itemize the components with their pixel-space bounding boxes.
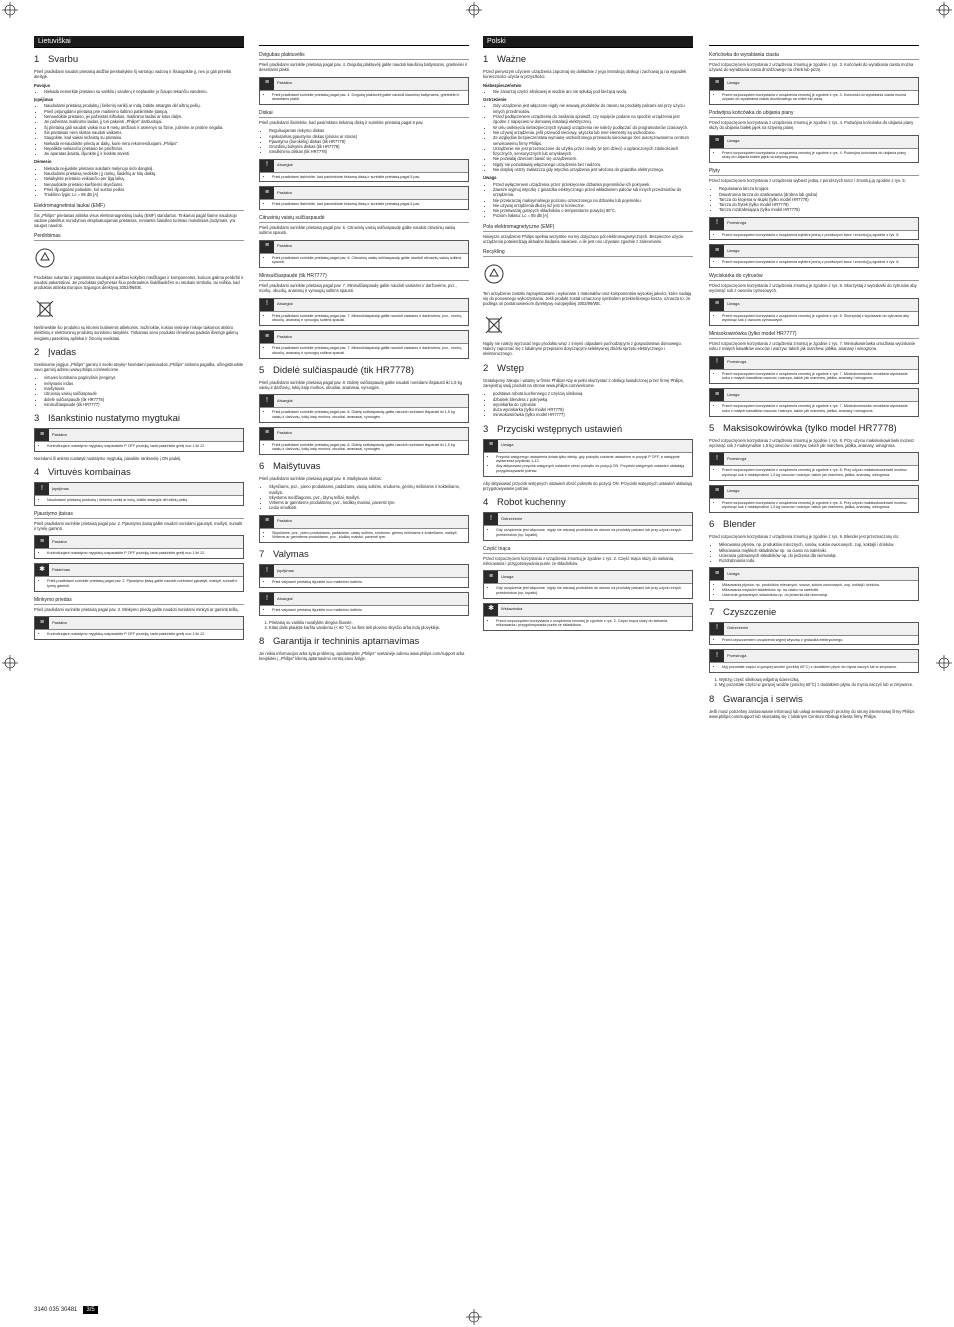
section-heading: 4 Virtuvės kombainas (34, 467, 131, 479)
paragraph: Prieš pradėdami surinkite prietaisą pagal pav. 2. Pjaustymo įtaisą galite naudoti norėdami pjaustyti, maišyti, sumalti ir tyrelę gaminti. (34, 520, 243, 532)
caution-icon: ≡ (710, 299, 724, 311)
caution-icon: ≡ (710, 78, 724, 90)
caution-icon: ! (260, 395, 274, 407)
paragraph: Jeśli musz potrzebny zastosowanie informacji lub usługi serwisowych prosimy do strony internetowej firmy Philips www.philips.com/support lub skontaktuj się z lokalnym Centrum Obsługi Klienta firmy Philips. (709, 708, 915, 719)
paragraph: Gratulujemy zakupu i witamy w firmie Philips! Aby w pełni skorzystać z obsługi świadczonej przez firmę Philips, zarejestruj swój produkt na stronie www.philips.com/welcome. (483, 377, 684, 388)
page-number: 3/5 (83, 1306, 97, 1314)
note-icon: ≡ (260, 428, 274, 440)
crop-mark-icon (466, 1309, 482, 1325)
note-icon: ≡ (35, 536, 49, 548)
danger-box: ! Ostrzeżenie • Przed czyszczeniem urządzenia wyjmij wtyczkę z gniazdka elektrycznego. (709, 622, 919, 646)
caution-box: ! Atsargiai • Prieš valydami prietaisą išjunkite nuo maitinimo šaltinio. (259, 592, 469, 616)
subsection-heading: Minisulčiaspaudė (tik HR7777) (259, 273, 469, 281)
warning-icon: ! (710, 357, 724, 369)
top-rule (709, 36, 919, 46)
paragraph: Neišmeskite šio produkto su kitomis buitinėmis atliekomis. Sužinokite, kokios vietinėje rinkoje taikomos atskiro elektrinių ir elektroninių produktų surinkimo taisyklės. Tinkamas seno produkto išmetimas padeda išvengti galimų neigiamų pasekmių aplinkai ir žmonių sveikatai. (34, 324, 238, 341)
caution-icon: ≡ (710, 136, 724, 148)
bullet-list: • virtuvės kombaino pagrindinis įrenginys • mėlynasis indas • maišytuvas • citrusinių vaisių sulčiaspaudė • didelė sulčiaspaudė (tik HR7778) • minisulčiaspaudė (tik HR7777) (34, 375, 244, 407)
bullet-list: • Gdy urządzenie jest włączone nigdy nie wsuwaj produktów do otworu na produkty palcami ani przy użyciu innych przedmiotów. • Przed podłączeniem urządzenia do zasilania sprawdź, czy napięcie podane na spodzie urządzenia jest zgodne z napięciem w domowej instalacji elektrycznej. • W celu uniknięcia niebezpiecznych sytuacji urządzenia nie należy podłączać do programatorów czasowych. • Nie używaj urządzenia, jeśli przewód sieciowy, wtyczka lub inne elementy są uszkodzone. • Ze względów bezpieczeństwa wymianę uszkodzonego przewodu sieciowego zleć autoryzowanemu centrum serwisowemu firmy Philips. • Urządzenie nie jest przeznaczone do użytku przez osoby (w tym dzieci) o ograniczonych zdolnościach fizycznych, sensorycznych lub umysłowych. • Nie pozwalaj dzieciom bawić się urządzeniem. • Nigdy nie pozostawiaj włączonego urządzenia bez nadzoru. • Nie dotykaj ostrzy zwłaszcza gdy wtyczka urządzenia jest włożona do gniazdka elektrycznego. (483, 103, 693, 172)
caution-box: ≡ Uwaga • Miksowania płynów, np. produktów mlecznych, sosów, soków owocowych, zup, koktajli i drinków. • Miksowania miękkich składników np. na ciasto na naleśniki. • Ucierania gotowanych składników np. do jedzenia dla niemowląt. (709, 567, 919, 600)
paragraph: Przed pierwszym użyciem urządzenia zapoznaj się dokładnie z jego instrukcją obsługi i zachowaj ją na wypadek konieczności użycia w przyszłości. (483, 69, 687, 80)
section-heading: 3 Išankstinio nustatymo mygtukai (34, 413, 181, 425)
bullet-list: • Reguliuojamas riekymo diskas • Apskutamas pjaustymo diskas (plonas ar storas) • Pjaustymo (burokėlių) diskas (tik HR7778) • Grūzdinių bulvytės diskas (tik HR7778) • Smulkinimo diskas (tik HR7778) (259, 128, 469, 154)
section-heading: 2 Įvadas (34, 346, 76, 358)
subsection-heading: Płyty (709, 168, 919, 176)
note-box: ≡ Pastaba • Prieš pradėdami surinkite prietaisą pagal pav. 8. Didelę sulčiaspaudę galite naudoti norėdami išspausti iki 1,5 kg vaisių ir daržovių, tokių kaip morkos, obuoliai, ananasai, vynuogės. (259, 427, 469, 455)
note-box: ≡ Pastaba • Kontroliuojant nustatymo mygtuką nuspauskite P OFF poziciją, tada pasirinkite greitį nuo 1 iki 12. (34, 616, 244, 640)
crop-mark-icon (466, 2, 482, 18)
column-lithuanian-1 (34, 36, 244, 644)
note-box: ≡ Pastaba • Skysčiams, pvz., pieno produktams, padažams, vaisių sultims, sriuboms, gėrimų mišiniams ir kokteiliams, maišyti. • Virtiems ar garintiems produktams, pvz., kūdikių maistui, paversti tyre. (259, 515, 469, 543)
language-tab: Polski (483, 36, 693, 48)
subheading: Ostrzeżenie (483, 97, 507, 103)
column-lithuanian-2 (259, 36, 469, 665)
warning-icon: ! (35, 483, 49, 495)
caution-box: ≡ Uwaga • Przycisk wstępnego ustawienia działa tylko wtedy, gdy pokrętło zostanie ustawione w pozycji P OFF, a następnie wybierzesz prędkość 1-12. • Aby aktywować przycisk wstępnych ustawień obróć pokrętło do pozycji ON. Przyciski wstępnych ustawień ułatwiają przygotowywanie potraw. (483, 439, 693, 477)
subsection-heading: Końcówka do wyrabiania ciasta (709, 52, 919, 60)
section-heading: 8 Gwarancja i serwis (709, 693, 803, 705)
paragraph: Produktas sukurtas ir pagamintas naudojant aukštos kokybės medžiagas ir komponentus, kuriuos galima perdirbti ir naudoti pakartotinai. Jei produktas pažymėtas šiuo perbrauktos šiukšliadėžės su ratukais simboliu, tai reiškia, kad produktas atitinka Europos Sąjungos direktyvą 2002/96/EB. (34, 274, 244, 291)
caution-box: ! Atsargiai • Prieš pradėdami surinkite prietaisą pagal pav. 7. Minisulčiaspaudę galite naudoti vaisiams ir daržovėms, pvz., morkų, obuolių, ananasų ir vynuogių sultims spausti. (259, 298, 469, 326)
warning-box: ! Įspėjimas • Naudodami prietaisą produktų į šešerinį variklį ar indą, būkite atsargūs dėl aštrių peilių. (34, 482, 244, 506)
paragraph: Niniejsze urządzenie Philips spełnia wszystkie normy dotyczące pól elektromagnetycznych. Bezpieczne użycie urządzenia potwierdzają aktualne badania naukowe, o ile jest ono używane zgodnie z zaleceniami. (483, 233, 684, 245)
subsection-heading: Dvigubas plaktuvėlis (259, 52, 469, 60)
warning-box: ! Przestroga • Przed rozpoczęciem korzystania z urządzenia zmontuj je zgodnie z rys. 7. Minisokowirówka umożliwia wyciskanie soku z małych kawałków owoców i warzyw, takich jak marchew, jabłka, ananasy i winogrona. (709, 356, 919, 384)
footer (34, 1306, 98, 1314)
caution-icon: ! (260, 299, 274, 311)
caution-icon: ≡ (484, 440, 498, 452)
subsection-heading: Citrusinių vaisių sulčiaspaudė (259, 215, 469, 223)
column-polish-1 (483, 36, 693, 635)
bullet-list: • Miksowania płynów, np. produktów mlecznych, sosów, soków owocowych, zup, koktajli i drinków. • Miksowania miękkich składników np. na ciasto na naleśniki. • Ucierania gotowanych składników np. do jedzenia dla niemowląt. • Rozdrabniania lodu. (709, 542, 919, 563)
paragraph: Prieš pradėdami naudoti prietaisą atidžiai perskaitykite šį vartotojo vadovą ir išsaugokite jį, nes jo gali prireikti ateityje. (34, 69, 232, 80)
caution-icon: ≡ (710, 568, 724, 580)
recycle-icon (34, 247, 56, 269)
bullet-list: • Regulowana tarcza krojąca • Dwustronna tarcza do szatkowania (drobna lub gruba) • Tarcza do krojenia w słupki (tylko model HR7778) • Tarcza do frytek (tylko model HR7778) • Tarcza rozdrabniająca (tylko model HR7778) (709, 186, 919, 212)
caution-box: ≡ Uwaga • Przed rozpoczęciem korzystania z urządzenia zmontuj je zgodnie z rys. 3. Końcówki do wyrabiania ciasta można używać do wyrabiania ciasta drożdżowego na chleb lub pizzę. (709, 77, 919, 105)
bullet-list: • Przed wyłączeniem urządzenia przez przekręcenie dzbanka pojemników ich pokrywek. • Zawsze wyjmuj wtyczkę z gniazdka elektrycznego przed wkładaniem palców lub innych przedmiotów do urządzenia. • Nie przekraczaj maksymalnego poziomu oznaczonego na dzbanku lub pojemniku. • Nie używaj urządzenia dłużej niż jest to konieczne. • Nie przetwarzaj gorących składników o temperaturze powyżej 80°C. • Poziom hałasu: Lc = 85 dB [A] (483, 182, 693, 219)
caution-icon: ≡ (710, 486, 724, 498)
tip-box: ✱ Patarimas • Prieš pradėdami surinkite prietaisą pagal pav. 2. Pjaustymo įtaisą galite naudoti norėdami pjaustyti, maišyti, sumalti ir tyrelę gaminti. (34, 563, 244, 591)
subheading: Pavojus (34, 82, 51, 88)
note-box: ≡ Pastaba • Prieš pradėdami išsirinkite, kad pasirinktute tinkamą diską ir surinkite prietaisą pagal 5 pav. (259, 186, 469, 210)
crop-mark-icon (936, 655, 952, 671)
paragraph: Przed rozpoczęciem korzystania z urządzenia zmontuj je zgodnie z rys. 4. Podwójna końcówka do ubijania piany służy do ubijania białek jajek na sztywną pianę. (709, 120, 914, 131)
paragraph: Nigdy nie należy wyrzucać tego produktu wraz z innymi odpadami pochodzącymi z gospodarstwa domowego. Należy zapoznać się z lokalnymi przepisami dotyczącymi selektywnej zbiórki sprzętu elektrycznego i elektronicznego. (483, 340, 682, 357)
crossed-bin-icon (34, 298, 56, 320)
section-heading: 1 Svarbu (34, 54, 79, 65)
note-icon: ≡ (35, 617, 49, 629)
caution-box: ≡ Uwaga • Przed rozpoczęciem korzystania z urządzenia zmontuj je zgodnie z rys. 6. Skorzystaj z wyciskarki do cytrusów aby wycisnąć sok z owoców cytrusowych. (709, 298, 919, 326)
crop-mark-icon (936, 2, 952, 18)
section-heading: 5 Maksisokowirówka (tylko model HR7778) (709, 422, 897, 434)
section-heading: 3 Przyciski wstępnych ustawień (483, 423, 623, 435)
bullet-list: • Niekada nemerkite prietaiso su varikliu į vandenį ir neplaukite jo čiaupo tekančiu vandeniu. (34, 89, 244, 94)
subsection-heading: Wyciskarka do cytrusów (709, 273, 919, 281)
warning-icon: ! (710, 623, 724, 635)
caution-box: ≡ Uwaga • Przed rozpoczęciem korzystania z urządzenia wybierz jedną z poniższych tarcz i zmontuj ją zgodnie z rys. 5: (709, 244, 919, 268)
section-heading: 7 Valymas (259, 549, 309, 561)
note-icon: ≡ (35, 429, 49, 441)
paragraph: Prieš pradėdami surinkite prietaisą pagal pav. 8. Didelę sulčiaspaudę galite naudoti norėdami išspausti iki 1,5 kg vaisių ir daržovių, tokių kaip morkos, obuoliai, ananasai, vynuogės. (259, 379, 462, 390)
section-heading: 6 Maišytuvas (259, 461, 321, 472)
column-polish-2 (709, 36, 919, 722)
warning-box: ! Įspėjimas • Prieš valydami prietaisą išjunkite nuo maitinimo šaltinio. (259, 564, 469, 588)
note-icon: ≡ (260, 187, 274, 199)
subsection-heading: Podwójna końcówka do ubijania piany (709, 110, 919, 118)
warning-icon: ! (710, 218, 724, 230)
subsection-heading: Część tnąca (483, 546, 693, 554)
paragraph: Prieš pradėdami surinkite prietaisą pagal pav. 6. Citrusinių vaisių sulčiaspaudę galite naudoti citrusinių vaisių sultims spausti. (259, 225, 456, 236)
paragraph: Aby aktywować przycisk wstępnych ustawień obróć pokrętło do pozycji ON. Przyciski wstępnych ustawień ułatwiają przygotowywanie potraw. (483, 480, 692, 491)
paragraph: Norėdami iš anksto nustatyti nustatymo mygtuką, pasukite rankenėlę į ON padėtį. (34, 455, 182, 461)
note-box: ≡ Pastaba • Prieš pradėdami surinkite prietaisą pagal pav. 7. Minisulčiaspaudę galite naudoti vaisiams ir daržovėms, pvz., morkų, obuolių, ananasų ir vynuogių sultims spausti. (259, 330, 469, 358)
note-icon: ≡ (260, 241, 274, 253)
caution-box: ≡ Uwaga • Przed rozpoczęciem korzystania z urządzenia zmontuj je zgodnie z rys. 7. Minisokowirówka umożliwia wyciskanie soku z małych kawałków owoców i warzyw, takich jak marchew, jabłka, ananasy i winogrona. (709, 388, 919, 416)
warning-box: ! Przestroga • Myj pozostałe części w gorącej wodzie (poniżej 60°C) z dodatkiem płynu do mycia naczyń lub w zmywarce. (709, 649, 919, 673)
caution-box: ! Atsargiai • Prieš pradėdami surinkite prietaisą pagal pav. 8. Didelę sulčiaspaudę galite naudoti norėdami išspausti iki 1,5 kg vaisių ir daržovių, tokių kaip morkos, obuoliai, ananasai, vynuogės. (259, 394, 469, 422)
paragraph: Przed rozpoczęciem korzystania z urządzenia zmontuj je zgodnie z rys. 7. Minisokowirówka umożliwia wyciskanie soku z małych kawałków owoców i warzyw, takich jak marchew, jabłka, ananasy i winogrona. (709, 341, 916, 352)
note-box: ≡ Pastaba • Prieš pradėdami surinkite prietaisą pagal pav. 6. Citrusinių vaisių sulčiaspaudę galite naudoti citrusinių vaisių sultims spausti. (259, 240, 469, 268)
bullet-list: • Nie zanurzaj części silnikowej w wodzie ani nie spłukuj pod bieżącą wodą. (483, 89, 693, 94)
warning-icon: ! (710, 453, 724, 465)
paragraph: Šis „Philips“ prietaisas atitinka visus elektromagnetinių laukų (EMF) standartus. Tinkamai pagal šiame naudotojo vadove pateiktus nurodymus eksploatuojamas prietaisas, remiantis šiandien turimais moksliniais įrodymais, yra saugus naudoti. (34, 212, 237, 229)
section-heading: 5 Didelė sulčiaspaudė (tik HR7778) (259, 364, 414, 376)
subheading: Įspėjimas (34, 97, 54, 103)
paragraph: Prieš pradėdami surinkite prietaisą pagal pav. 3. Minkymo priedą galite naudoti norėdami minkyti ar gaminti tešlą. (34, 606, 239, 612)
caution-box: ≡ Uwaga • Gdy urządzenie jest włączone, nigdy nie wsuwaj produktów do otworu na produkty palcami lub przy użyciu innych przedmiotów (np. łopatki). (483, 570, 693, 598)
section-heading: 4 Robot kuchenny (483, 497, 566, 509)
section-heading: 8 Garantija ir techninis aptarnavimas (259, 636, 420, 648)
warning-box: ! Przestroga • Przed rozpoczęciem korzystania z urządzenia zmontuj je zgodnie z rys. 8. Przy użyciu maksisokowirówki możesz wycisnąć sok z maksymalnie 1,5 kg owoców i warzyw, takich jak marchew, jabłka, ananasy, winogrona. (709, 452, 919, 480)
caution-box: ≡ Uwaga • Przed rozpoczęciem korzystania z urządzenia zmontuj je zgodnie z rys. 4. Podwójna końcówka do ubijania piany służy do ubijania białek jajek na sztywną pianę. (709, 135, 919, 163)
caution-icon: ≡ (484, 571, 498, 583)
note-box: ≡ Pastaba • Kontroliuojant nustatymo mygtuką nuspauskite P OFF poziciją, tada pasirinkite greitį nuo 1 iki 12. (34, 535, 244, 559)
subsection-heading: Perdirbimas (34, 233, 244, 241)
tip-icon: ✱ (484, 604, 498, 616)
subheading: Niebezpieczeństwo (483, 82, 522, 88)
note-icon: ≡ (260, 331, 274, 343)
warning-icon: ! (260, 565, 274, 577)
warning-icon: ! (484, 513, 498, 525)
subsection-heading: Minisokowirówka (tylko model HR7777) (709, 331, 919, 339)
warning-icon: ! (710, 650, 724, 662)
paragraph: Ten urządzenie zostało zaprojektowane i wykonane z materiałów oraz komponentów wysokiej jakości, które nadają się do ponownego wykorzystania. Jeśli produkt został oznaczony symbolem przekreślonego kosza, oznacza to, że podlega on postanowieniom dyrektywy europejskiej 2002/96/WE. (483, 290, 692, 307)
caution-icon: ! (260, 160, 274, 172)
caution-icon: ! (260, 593, 274, 605)
crop-mark-icon (2, 2, 18, 18)
tip-icon: ✱ (35, 564, 49, 576)
paragraph: Przed rozpoczęciem korzystania z urządzenia zmontuj je zgodnie z rys. 9. Blender jest przeznaczony do: (709, 534, 899, 539)
crop-mark-icon (2, 655, 18, 671)
numbered-list: 1. Wytrzyj część silnikową wilgotną ściereczką. 2. Myj pozostałe części w gorącej wodzie (poniżej 60°C) z dodatkiem płynu do mycia naczyń lub w zmywarce. (709, 677, 919, 688)
paragraph: Jei reikia informacijos arba kyla problemų, apsilankykite „Philips“ svetainėje adresu www.philips.com/support arba kreipkitės į „Philips“ klientų aptarnavimo centrą savo šalyje. (259, 651, 465, 662)
subheading: Dėmesio (34, 159, 52, 165)
note-box: ≡ Pastaba • Prieš pradėdami surinkite prietaisą pagal pav. 4. Dvigubą plaktuvėlį galite naudoti kiaušinių baltymams, grietinėlei ir desertams plakti. (259, 77, 469, 105)
warning-box: ! Ostrzeżenie • Gdy urządzenie jest włączone, nigdy nie wsuwaj produktów do otworu na produkty palcami lub przy użyciu innych przedmiotów (np. łopatki). (483, 512, 693, 540)
caution-box: ≡ Uwaga • Przed rozpoczęciem korzystania z urządzenia zmontuj je zgodnie z rys. 8. Przy użyciu maksisokowirówki możesz wycisnąć sok z maksymalnie 1,5 kg owoców i warzyw, takich jak marchew, jabłka, ananasy, winogrona. (709, 485, 919, 513)
subsection-heading: Minkymo priedas (34, 597, 244, 605)
section-heading: 7 Czyszczenie (709, 606, 777, 618)
caution-icon: ≡ (710, 389, 724, 401)
warning-box: ! Przestroga • Przed rozpoczęciem korzystania z urządzenia wybierz jedną z poniższych tarcz i zmontuj ją zgodnie z rys. 5: (709, 217, 919, 241)
paragraph: Przed rozpoczęciem korzystania z urządzenia zmontuj je zgodnie z rys. 6. Skorzystaj z wyciskarki do cytrusów aby wycisnąć sok z owoców cytrusowych. (709, 283, 917, 294)
subsection-heading: Recykling (483, 249, 693, 257)
language-tab: Lietuviškai (34, 36, 244, 48)
paragraph: Prieš pradėdami surinkite prietaisą pagal pav. 7. Minisulčiaspaudę galite naudoti vaisiams ir daržovėms, pvz., morkų, obuolių, ananasų ir vynuogių sultims spausti. (259, 283, 457, 294)
paragraph: Prieš pradėdami išsirinkite, kad pasirinktute tinkamą diską ir surinkite prietaisą pagal 5 pav. (259, 120, 424, 125)
subsection-heading: Elektromagnetiniai laukai (EMF) (34, 203, 244, 211)
paragraph: Sveikiname įsigijus „Philips“ gaminį ir sveiki atvykę! Norėdami pasinaudoti „Philips“ siūloma pagalba, užregistruokite savo gaminį adresu www.philips.com/welcome. (34, 361, 244, 373)
bullet-list: • Skysčiams, pvz., pieno produktams, padažams, vaisių sultims, sriuboms, gėrimų mišiniams ir kokteiliams, maišyti. • Skystoms medžiagoms, pvz., blynų tešlai, maišyti. • Virtiems ar garintiems produktams, pvz., kūdikių maistui, paversti tyre. • Ledui smulkinti. (259, 484, 469, 510)
paragraph: Prieš pradėdami surinkite prietaisą pagal pav. 4. Dvigubą plaktuvėlį galite naudoti kiaušinių baltymams, grietinėlei ir desertams plakti. (259, 62, 468, 73)
paragraph: Przed rozpoczęciem korzystania z urządzenia zmontuj je zgodnie z rys. 8. Przy użyciu maksisokowirówki możesz wycisnąć sok z maksymalnie 1,5 kg owoców i warzyw, takich jak marchew, jabłka, ananasy, winogrona. (709, 437, 915, 448)
tip-box: ✱ Wskazówka • Przed rozpoczęciem korzystania z urządzenia zmontuj je zgodnie z rys. 2. Część tnąca służy do siekania, miksowania i przygotowywania purée ze składników. (483, 603, 693, 631)
document-code: 3140 035 30481 (34, 1307, 78, 1313)
subsection-heading: Pjaustymo įtaisas (34, 511, 244, 519)
section-heading: 6 Blender (709, 519, 756, 530)
subsection-heading: Diskai (259, 110, 469, 118)
bullet-list: • Naudodami prietaisą produktų į šešerinį variklį ar indą, būkite atsargūs dėl aštrių peilių. • Prieš prijungdami prietaisą prie maitinimo šaltinio patikrinkite įtampą. • Nenaudokite prietaiso, jei pažeistas kištukas, maitinimo laidas ar kitos dalys. • Jei pažeistas maitinimo laidas, jį turi pakeisti „Philips“ darbuotojai. • Šį prietaisą gali naudoti vaikai nuo 8 metų amžiaus ir asmenys su fizine, jutimine ar protine negalia. • Šis prietaisas nėra skirtas naudoti vaikams. • Saugokite, kad vaikai nežaistų su prietaisu. • Niekada nenaudokite priedų ar dalių, kurie nėra rekomenduojami „Philips“. • Nepalikite veikiančio prietaiso be priežiūros. • Jei aparatas įkaista, išjunkite jį ir leiskite atvėsti. (34, 103, 244, 156)
paragraph: Przed rozpoczęciem korzystania z urządzenia zmontuj je zgodnie z rys. 2. Część tnąca służy do siekania, miksowania i przygotowywania purée ze składników. (483, 555, 675, 566)
note-icon: ≡ (260, 78, 274, 90)
subsection-heading: Pola elektromagnetyczne (EMF) (483, 224, 693, 232)
numbered-list: 1. Prietaisą su varikliu nuvalykite drėgna šluoste. 2. Kitas dalis plaukite karštu vandeniu (< 60 °C) su šiek tiek plovimo skysčio arba indų plovyklėje. (259, 620, 469, 631)
bullet-list: • podstawa robota kuchennego z częścią silnikową • dzbanek blendera z pokrywką • wyciskarka do cytrusów • duża wyciskarka (tylko model HR7778) • minisokowirówka (tylko model HR7777) (483, 391, 693, 417)
paragraph: Prieš pradėdami surinkite prietaisą pagal pav. 9. Maišytuvas skirtas: (259, 476, 382, 481)
top-rule (259, 36, 469, 46)
paragraph: Przed rozpoczęciem korzystania z urządzenia zmontuj je zgodnie z rys. 3. Końcówki do wyrabiania ciasta można używać do wyrabiania ciasta drożdżowego na chleb lub pizzę. (709, 62, 914, 73)
section-heading: 1 Ważne (483, 54, 527, 65)
section-heading: 2 Wstęp (483, 362, 524, 374)
subheading: Uwaga (483, 175, 497, 181)
note-icon: ≡ (260, 516, 274, 528)
paragraph: Przed rozpoczęciem korzystania z urządzenia wybierz jedną z poniższych tarcz i zmontuj ją zgodnie z rys. 5: (709, 178, 906, 183)
recycle-icon (483, 263, 505, 285)
caution-box: ! Atsargiai • Prieš pradėdami išsirinkite, kad pasirinktute tinkamą diską ir surinkite prietaisą pagal 5 pav. (259, 159, 469, 183)
note-box: ≡ Pastaba • Kontroliuojant nustatymo mygtuką nuspauskite P OFF poziciją, tada pasirinkite greitį nuo 1 iki 12. (34, 428, 244, 452)
bullet-list: • Niekada neįjunkite prietaiso sukdami mėlynojo indo dangtelį. • Naudodami prietaisą nedėkite į jį rankų, šaukštų ar kitų daiktų. • Nelaikykite prietaiso veikiančio per ilgą laiką. • Nenaudokite prietaiso karštiems skysčiams. • Prieš išjungdami palaukite, kol sustos peiliai. • Triukšmo lygis: Lc = 85 dB [A] (34, 166, 244, 198)
caution-icon: ≡ (710, 245, 724, 257)
crossed-bin-icon (483, 314, 505, 336)
